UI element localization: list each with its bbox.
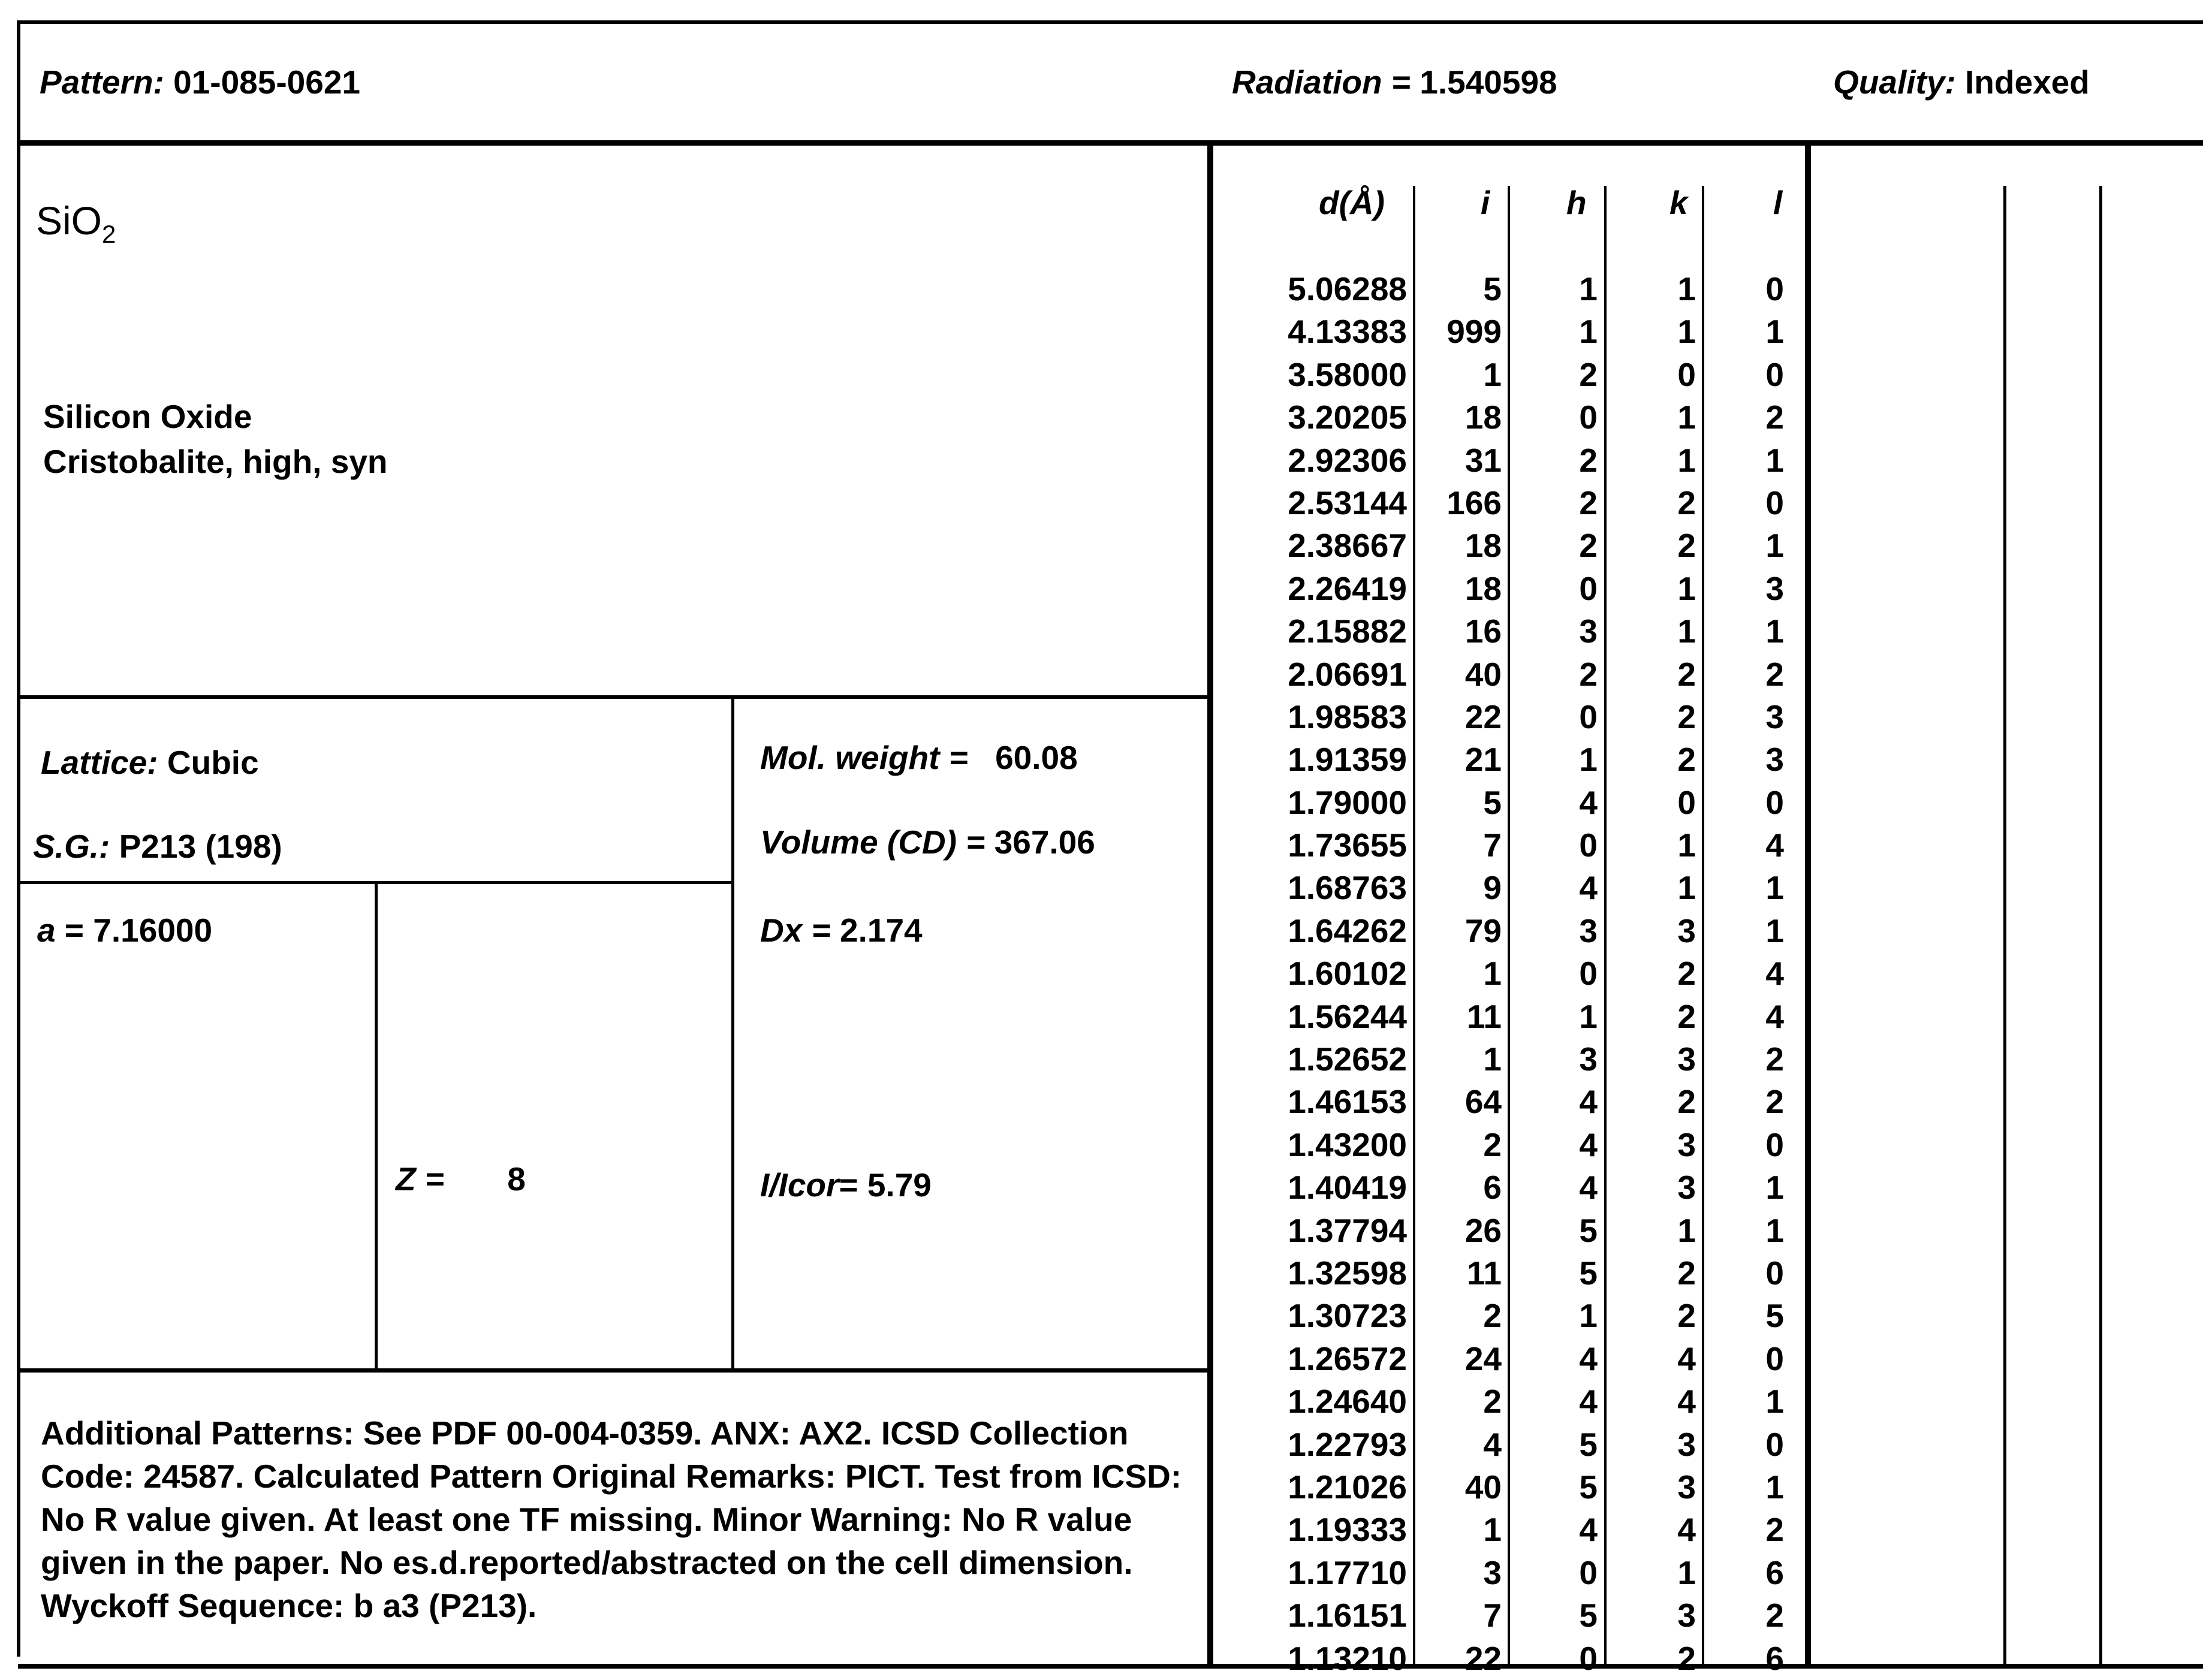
header-d: d(Å) xyxy=(1319,184,1385,221)
l-index-cell: 2 xyxy=(1765,1511,1784,1549)
l-index-cell: 6 xyxy=(1765,1639,1784,1677)
k-index-cell: 3 xyxy=(1677,912,1696,949)
l-index-cell: 2 xyxy=(1765,399,1784,436)
intensity-cell: 2 xyxy=(1483,1126,1502,1163)
h-index-cell: 2 xyxy=(1579,441,1598,479)
h-index-cell: 2 xyxy=(1579,355,1598,393)
k-index-cell: 0 xyxy=(1677,355,1696,393)
d-spacing-cell: 1.13210 xyxy=(1288,1639,1407,1677)
k-index-cell: 4 xyxy=(1677,1511,1696,1549)
intensity-cell: 1 xyxy=(1483,355,1502,393)
intensity-cell: 79 xyxy=(1464,912,1502,949)
l-index-cell: 3 xyxy=(1765,698,1784,735)
k-index-cell: 2 xyxy=(1677,1297,1696,1335)
formula-main: SiO xyxy=(36,198,103,243)
k-index-cell: 1 xyxy=(1677,1554,1696,1591)
h-index-cell: 0 xyxy=(1579,399,1598,436)
crystal-mid-vline xyxy=(731,697,734,1371)
k-index-cell: 1 xyxy=(1677,1211,1696,1249)
intensity-cell: 40 xyxy=(1464,655,1502,693)
k-index-cell: 2 xyxy=(1677,997,1696,1035)
h-index-cell: 4 xyxy=(1579,1511,1598,1549)
intensity-cell: 3 xyxy=(1483,1554,1502,1591)
h-index-cell: 0 xyxy=(1579,1554,1598,1591)
h-index-cell: 1 xyxy=(1579,1297,1598,1335)
d-spacing-cell: 4.13383 xyxy=(1288,313,1407,351)
intensity-cell: 40 xyxy=(1464,1468,1502,1506)
l-index-cell: 0 xyxy=(1765,1254,1784,1292)
d-spacing-cell: 2.53144 xyxy=(1288,484,1407,521)
intensity-cell: 1 xyxy=(1483,1511,1502,1549)
header-k: k xyxy=(1669,184,1688,221)
pattern-field xyxy=(40,63,360,101)
column-k xyxy=(1610,268,1696,1680)
radiation-field xyxy=(1232,63,1557,101)
icor-label: I/Icor xyxy=(760,1166,839,1204)
dx-label: Dx = xyxy=(760,912,831,949)
intensity-cell: 18 xyxy=(1464,527,1502,565)
volume-value: 367.06 xyxy=(994,824,1095,861)
col-sep-d-i xyxy=(1413,186,1415,1666)
l-index-cell: 0 xyxy=(1765,783,1784,821)
col-sep-i-h xyxy=(1508,186,1510,1666)
k-index-cell: 1 xyxy=(1677,827,1696,864)
volume-label: Volume (CD) = xyxy=(760,824,986,861)
d-spacing-cell: 3.20205 xyxy=(1288,399,1407,436)
h-index-cell: 5 xyxy=(1579,1468,1598,1506)
l-index-cell: 1 xyxy=(1765,527,1784,565)
h-index-cell: 0 xyxy=(1579,827,1598,864)
radiation-value: 1.540598 xyxy=(1420,64,1557,101)
l-index-cell: 3 xyxy=(1765,741,1784,779)
bottom-border xyxy=(18,1664,2203,1669)
l-index-cell: 4 xyxy=(1765,955,1784,993)
d-spacing-cell: 1.37794 xyxy=(1288,1211,1407,1249)
d-spacing-cell: 1.56244 xyxy=(1288,997,1407,1035)
z-label: Z = xyxy=(396,1160,444,1198)
cell-a-label: a xyxy=(37,912,56,949)
k-index-cell: 1 xyxy=(1677,569,1696,607)
icor-value: = 5.79 xyxy=(839,1166,932,1204)
k-index-cell: 3 xyxy=(1677,1126,1696,1163)
compound-divider xyxy=(18,695,1211,699)
intensity-cell: 5 xyxy=(1483,270,1502,307)
quality-field xyxy=(1833,63,2090,101)
intensity-cell: 9 xyxy=(1483,869,1502,907)
h-index-cell: 5 xyxy=(1579,1211,1598,1249)
header-i: i xyxy=(1481,184,1490,221)
k-index-cell: 2 xyxy=(1677,1254,1696,1292)
d-spacing-cell: 1.98583 xyxy=(1288,698,1407,735)
k-index-cell: 3 xyxy=(1677,1468,1696,1506)
h-index-cell: 0 xyxy=(1579,698,1598,735)
intensity-cell: 7 xyxy=(1483,827,1502,864)
l-index-cell: 1 xyxy=(1765,912,1784,949)
k-index-cell: 1 xyxy=(1677,313,1696,351)
intensity-cell: 18 xyxy=(1464,569,1502,607)
l-index-cell: 5 xyxy=(1765,1297,1784,1335)
h-index-cell: 0 xyxy=(1579,569,1598,607)
intensity-cell: 4 xyxy=(1483,1425,1502,1463)
intensity-cell: 1 xyxy=(1483,955,1502,993)
header-h: h xyxy=(1566,184,1587,221)
h-index-cell: 0 xyxy=(1579,955,1598,993)
l-index-cell: 1 xyxy=(1765,869,1784,907)
d-spacing-cell: 1.40419 xyxy=(1288,1169,1407,1207)
h-index-cell: 0 xyxy=(1579,1639,1598,1677)
extra-col-line-2 xyxy=(2099,186,2102,1666)
l-index-cell: 4 xyxy=(1765,997,1784,1035)
intensity-cell: 24 xyxy=(1464,1340,1502,1377)
d-spacing-cell: 1.21026 xyxy=(1288,1468,1407,1506)
h-index-cell: 1 xyxy=(1579,313,1598,351)
l-index-cell: 0 xyxy=(1765,1340,1784,1377)
intensity-cell: 2 xyxy=(1483,1383,1502,1420)
formula-subscript: 2 xyxy=(102,220,116,248)
intensity-cell: 5 xyxy=(1483,783,1502,821)
h-index-cell: 5 xyxy=(1579,1254,1598,1292)
d-spacing-cell: 1.32598 xyxy=(1288,1254,1407,1292)
l-index-cell: 6 xyxy=(1765,1554,1784,1591)
header-l: l xyxy=(1773,184,1783,221)
intensity-cell: 22 xyxy=(1464,1639,1502,1677)
k-index-cell: 1 xyxy=(1677,441,1696,479)
h-index-cell: 3 xyxy=(1579,613,1598,650)
lattice-field xyxy=(41,743,259,782)
intensity-cell: 22 xyxy=(1464,698,1502,735)
d-spacing-cell: 1.52652 xyxy=(1288,1040,1407,1078)
intensity-cell: 21 xyxy=(1464,741,1502,779)
h-index-cell: 1 xyxy=(1579,741,1598,779)
k-index-cell: 2 xyxy=(1677,955,1696,993)
d-spacing-cell: 1.16151 xyxy=(1288,1597,1407,1634)
d-spacing-cell: 2.15882 xyxy=(1288,613,1407,650)
l-index-cell: 3 xyxy=(1765,569,1784,607)
space-group-value: P213 (198) xyxy=(119,828,282,865)
space-group-field xyxy=(33,827,282,865)
d-spacing-cell: 1.19333 xyxy=(1288,1511,1407,1549)
l-index-cell: 1 xyxy=(1765,1169,1784,1207)
quality-value: Indexed xyxy=(1965,64,2090,101)
k-index-cell: 2 xyxy=(1677,484,1696,521)
k-index-cell: 1 xyxy=(1677,399,1696,436)
mol-weight-field xyxy=(760,738,1078,777)
dx-field xyxy=(760,911,923,949)
d-spacing-cell: 3.58000 xyxy=(1288,355,1407,393)
mol-weight-value: 60.08 xyxy=(995,739,1078,776)
d-spacing-cell: 2.38667 xyxy=(1288,527,1407,565)
dx-value: 2.174 xyxy=(840,912,923,949)
column-d-spacing xyxy=(1265,268,1407,1680)
d-spacing-cell: 5.06288 xyxy=(1288,270,1407,307)
intensity-cell: 26 xyxy=(1464,1211,1502,1249)
chemical-formula xyxy=(36,198,116,248)
h-index-cell: 4 xyxy=(1579,783,1598,821)
intensity-cell: 166 xyxy=(1446,484,1502,521)
d-spacing-cell: 1.17710 xyxy=(1288,1554,1407,1591)
h-index-cell: 5 xyxy=(1579,1425,1598,1463)
d-spacing-cell: 1.79000 xyxy=(1288,783,1407,821)
k-index-cell: 2 xyxy=(1677,698,1696,735)
d-spacing-cell: 1.73655 xyxy=(1288,827,1407,864)
intensity-cell: 16 xyxy=(1464,613,1502,650)
h-index-cell: 3 xyxy=(1579,1040,1598,1078)
intensity-cell: 11 xyxy=(1466,1254,1502,1292)
h-index-cell: 2 xyxy=(1579,527,1598,565)
h-index-cell: 4 xyxy=(1579,1169,1598,1207)
k-index-cell: 4 xyxy=(1677,1383,1696,1420)
h-index-cell: 5 xyxy=(1579,1597,1598,1634)
lattice-value: Cubic xyxy=(167,744,259,781)
k-index-cell: 1 xyxy=(1677,270,1696,307)
header-divider xyxy=(18,140,2203,146)
k-index-cell: 3 xyxy=(1677,1425,1696,1463)
l-index-cell: 2 xyxy=(1765,1040,1784,1078)
d-spacing-cell: 1.46153 xyxy=(1288,1083,1407,1121)
column-l xyxy=(1707,268,1784,1680)
l-index-cell: 2 xyxy=(1765,655,1784,693)
pattern-label: Pattern: xyxy=(40,64,164,101)
l-index-cell: 1 xyxy=(1765,1383,1784,1420)
remarks-text: Additional Patterns: See PDF 00-004-0359. ANX: AX2. ICSD Collection Code: 24587. Calculated Pattern Original Remarks: PICT. Test from ICSD: No R value given. At least one TF missing. Minor Warning: No R value given in the paper. No es.d.reported/abstracted on the cell dimension. Wyckoff Sequence: b a3 (P213). xyxy=(41,1414,1182,1624)
k-index-cell: 1 xyxy=(1677,613,1696,650)
mol-weight-label: Mol. weight = xyxy=(760,739,968,776)
d-spacing-cell: 1.60102 xyxy=(1288,955,1407,993)
pattern-value: 01-085-0621 xyxy=(173,64,361,101)
intensity-cell: 11 xyxy=(1466,997,1502,1035)
extra-col-line-1 xyxy=(2003,186,2006,1666)
cell-a-value: = 7.16000 xyxy=(64,912,213,949)
intensity-cell: 31 xyxy=(1464,441,1502,479)
k-index-cell: 2 xyxy=(1677,655,1696,693)
k-index-cell: 2 xyxy=(1677,1639,1696,1677)
l-index-cell: 2 xyxy=(1765,1083,1784,1121)
icor-field xyxy=(760,1166,932,1204)
k-index-cell: 3 xyxy=(1677,1040,1696,1078)
l-index-cell: 0 xyxy=(1765,1126,1784,1163)
column-intensity xyxy=(1419,268,1502,1680)
h-index-cell: 4 xyxy=(1579,1083,1598,1121)
h-index-cell: 4 xyxy=(1579,1126,1598,1163)
z-field xyxy=(396,1160,526,1198)
d-spacing-cell: 1.68763 xyxy=(1288,869,1407,907)
h-index-cell: 4 xyxy=(1579,869,1598,907)
intensity-cell: 18 xyxy=(1464,399,1502,436)
intensity-cell: 1 xyxy=(1483,1040,1502,1078)
l-index-cell: 1 xyxy=(1765,313,1784,351)
l-index-cell: 2 xyxy=(1765,1597,1784,1634)
lattice-label: Lattice: xyxy=(41,744,158,781)
d-spacing-cell: 1.30723 xyxy=(1288,1297,1407,1335)
table-extra-divider xyxy=(1805,144,1811,1666)
space-group-label: S.G.: xyxy=(33,828,110,865)
d-spacing-cell: 1.22793 xyxy=(1288,1425,1407,1463)
k-index-cell: 2 xyxy=(1677,741,1696,779)
radiation-label: Radiation = xyxy=(1232,64,1411,101)
k-index-cell: 1 xyxy=(1677,869,1696,907)
d-spacing-cell: 1.24640 xyxy=(1288,1383,1407,1420)
l-index-cell: 4 xyxy=(1765,827,1784,864)
l-index-cell: 1 xyxy=(1765,1468,1784,1506)
column-h xyxy=(1514,268,1598,1680)
top-border xyxy=(18,20,2203,24)
h-index-cell: 2 xyxy=(1579,484,1598,521)
remarks-divider xyxy=(18,1368,1211,1373)
k-index-cell: 4 xyxy=(1677,1340,1696,1377)
volume-field xyxy=(760,823,1095,861)
z-value: 8 xyxy=(507,1160,526,1198)
l-index-cell: 1 xyxy=(1765,613,1784,650)
mineral-name: Cristobalite, high, syn xyxy=(43,443,388,480)
h-index-cell: 2 xyxy=(1579,655,1598,693)
k-index-cell: 2 xyxy=(1677,1083,1696,1121)
d-spacing-cell: 1.91359 xyxy=(1288,741,1407,779)
left-border xyxy=(17,20,20,1657)
h-index-cell: 1 xyxy=(1579,270,1598,307)
d-spacing-cell: 1.43200 xyxy=(1288,1126,1407,1163)
intensity-cell: 64 xyxy=(1464,1083,1502,1121)
h-index-cell: 4 xyxy=(1579,1340,1598,1377)
k-index-cell: 0 xyxy=(1677,783,1696,821)
k-index-cell: 3 xyxy=(1677,1597,1696,1634)
d-spacing-cell: 2.26419 xyxy=(1288,569,1407,607)
d-spacing-cell: 1.64262 xyxy=(1288,912,1407,949)
intensity-cell: 999 xyxy=(1446,313,1502,351)
l-index-cell: 0 xyxy=(1765,484,1784,521)
l-index-cell: 0 xyxy=(1765,270,1784,307)
h-index-cell: 3 xyxy=(1579,912,1598,949)
d-spacing-cell: 2.92306 xyxy=(1288,441,1407,479)
d-spacing-cell: 2.06691 xyxy=(1288,655,1407,693)
h-index-cell: 4 xyxy=(1579,1383,1598,1420)
l-index-cell: 1 xyxy=(1765,1211,1784,1249)
intensity-cell: 7 xyxy=(1483,1597,1502,1634)
k-index-cell: 2 xyxy=(1677,527,1696,565)
intensity-cell: 6 xyxy=(1483,1169,1502,1207)
h-index-cell: 1 xyxy=(1579,997,1598,1035)
compound-name: Silicon Oxide xyxy=(43,398,252,435)
d-spacing-cell: 1.26572 xyxy=(1288,1340,1407,1377)
l-index-cell: 0 xyxy=(1765,355,1784,393)
l-index-cell: 1 xyxy=(1765,441,1784,479)
l-index-cell: 0 xyxy=(1765,1425,1784,1463)
col-sep-h-k xyxy=(1604,186,1607,1666)
a-z-vline xyxy=(375,882,378,1371)
quality-label: Quality: xyxy=(1833,64,1956,101)
cell-a-field xyxy=(37,911,212,949)
col-sep-k-l xyxy=(1702,186,1704,1666)
k-index-cell: 3 xyxy=(1677,1169,1696,1207)
intensity-cell: 2 xyxy=(1483,1297,1502,1335)
